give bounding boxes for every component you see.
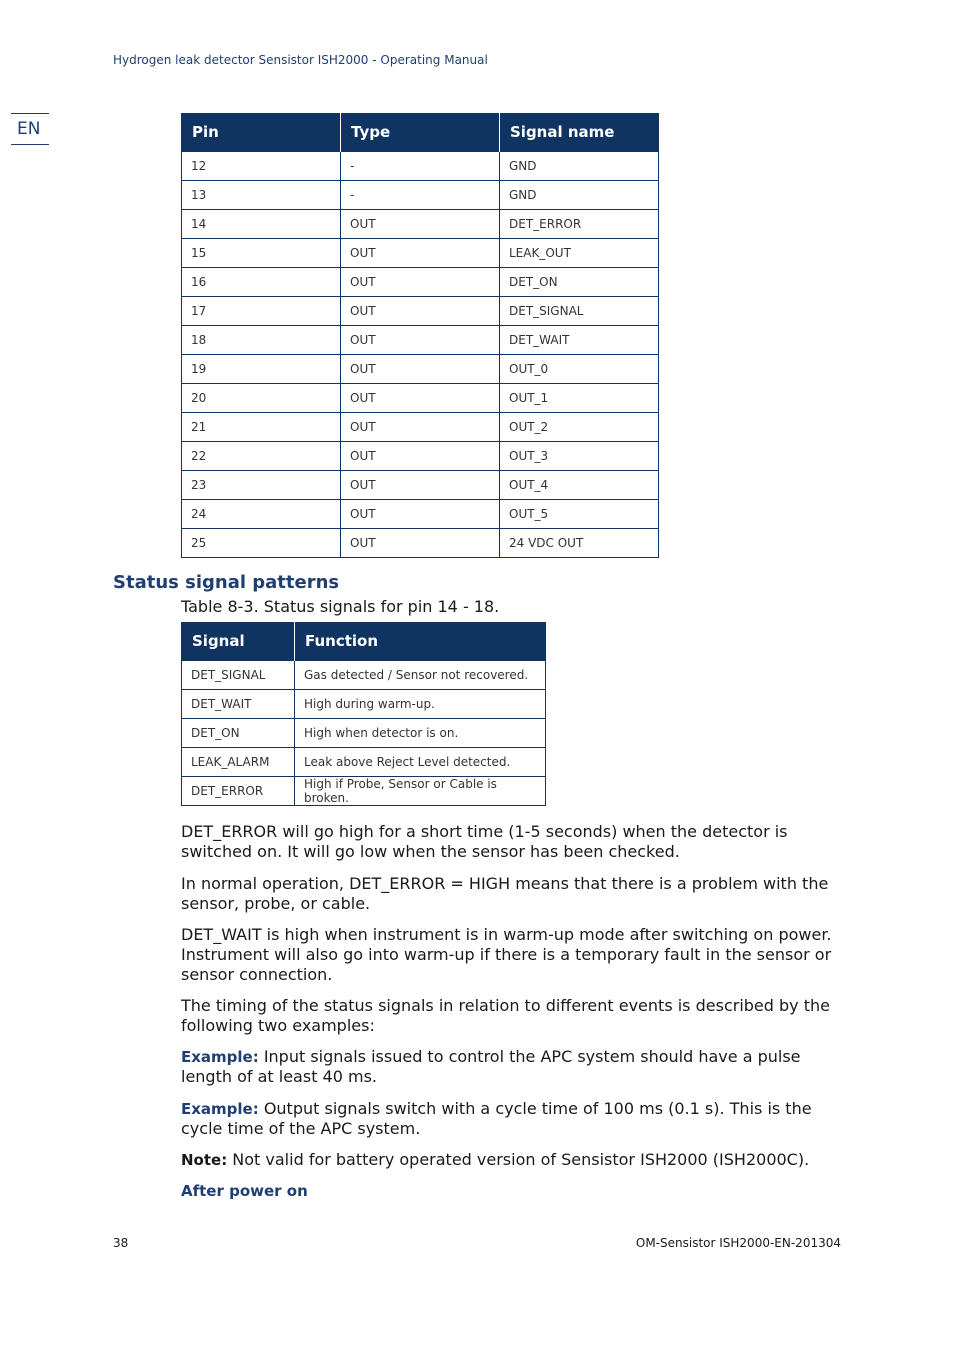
signal-name-cell: OUT_1 [500, 384, 659, 413]
signal-name-cell: DET_SIGNAL [500, 297, 659, 326]
type-cell: OUT [341, 442, 500, 471]
type-cell: OUT [341, 500, 500, 529]
table-row [182, 500, 659, 529]
paragraph-det-error: DET_ERROR will go high for a short time (1-5 seconds) when the detector is switched on. It will go low when the sensor has been checked. [181, 822, 788, 861]
column-header-signal: Signal [182, 622, 295, 661]
table-row [182, 152, 659, 181]
signal-name-cell: LEAK_OUT [500, 239, 659, 268]
example-input-signals [181, 1047, 846, 1087]
signal-name-cell: DET_ERROR [500, 210, 659, 239]
status-table [181, 622, 546, 806]
pin-cell: 23 [182, 471, 341, 500]
signal-name-cell: OUT_5 [500, 500, 659, 529]
function-cell: High if Probe, Sensor or Cable is broken. [295, 777, 546, 806]
table-row [182, 413, 659, 442]
type-cell: OUT [341, 529, 500, 558]
pin-cell: 16 [182, 268, 341, 297]
table-row [182, 181, 659, 210]
table-row [182, 210, 659, 239]
pin-cell: 13 [182, 181, 341, 210]
pin-cell: 25 [182, 529, 341, 558]
paragraph-normal-operation: In normal operation, DET_ERROR = HIGH means that there is a problem with the sensor, probe, or cable. [181, 874, 829, 913]
language-tab: EN [11, 113, 49, 145]
signal-cell: DET_ERROR [182, 777, 295, 806]
column-header-type: Type [341, 113, 500, 152]
type-cell: OUT [341, 268, 500, 297]
page-number: 38 [113, 1236, 129, 1250]
table-row [182, 326, 659, 355]
column-header-function: Function [295, 622, 546, 661]
paragraph-det-wait: DET_WAIT is high when instrument is in warm-up mode after switching on power. Instrument will also go into warm-up if there is a temporary fault in the sensor or sensor connection. [181, 925, 832, 984]
pin-cell: 19 [182, 355, 341, 384]
example-text: Output signals switch with a cycle time of 100 ms (0.1 s). This is the cycle time of the APC system. [181, 1099, 812, 1138]
pin-cell: 21 [182, 413, 341, 442]
note-text: Not valid for battery operated version of Sensistor ISH2000 (ISH2000C). [227, 1150, 810, 1169]
table-row [182, 442, 659, 471]
table-row [182, 297, 659, 326]
signal-cell: DET_ON [182, 719, 295, 748]
note-paragraph [181, 1150, 846, 1170]
table-row [182, 268, 659, 297]
type-cell: OUT [341, 239, 500, 268]
type-cell: OUT [341, 210, 500, 239]
table-row [182, 719, 546, 748]
type-cell: OUT [341, 326, 500, 355]
subheading-after-power-on: After power on [181, 1182, 308, 1200]
table-row [182, 690, 546, 719]
example-output-signals [181, 1099, 846, 1139]
pin-table [181, 113, 659, 558]
type-cell: - [341, 152, 500, 181]
table-row [182, 384, 659, 413]
pin-table-header-row [182, 113, 659, 152]
table-row [182, 471, 659, 500]
pin-cell: 15 [182, 239, 341, 268]
table-caption: Table 8-3. Status signals for pin 14 - 18. [181, 597, 500, 616]
signal-cell: DET_SIGNAL [182, 661, 295, 690]
type-cell: OUT [341, 297, 500, 326]
function-cell: Leak above Reject Level detected. [295, 748, 546, 777]
pin-cell: 22 [182, 442, 341, 471]
example-text: Input signals issued to control the APC system should have a pulse length of at least 40 ms. [181, 1047, 801, 1086]
note-label: Note: [181, 1151, 228, 1169]
signal-name-cell: OUT_4 [500, 471, 659, 500]
pin-cell: 14 [182, 210, 341, 239]
signal-name-cell: GND [500, 152, 659, 181]
pin-cell: 12 [182, 152, 341, 181]
signal-name-cell: GND [500, 181, 659, 210]
signal-cell: LEAK_ALARM [182, 748, 295, 777]
column-header-signal-name: Signal name [500, 113, 659, 152]
signal-name-cell: OUT_0 [500, 355, 659, 384]
signal-name-cell: DET_ON [500, 268, 659, 297]
table-row [182, 777, 546, 806]
type-cell: OUT [341, 413, 500, 442]
type-cell: OUT [341, 355, 500, 384]
pin-cell: 18 [182, 326, 341, 355]
pin-cell: 20 [182, 384, 341, 413]
column-header-pin: Pin [182, 113, 341, 152]
signal-cell: DET_WAIT [182, 690, 295, 719]
status-table-header-row [182, 622, 546, 661]
signal-name-cell: 24 VDC OUT [500, 529, 659, 558]
pin-cell: 24 [182, 500, 341, 529]
signal-name-cell: OUT_2 [500, 413, 659, 442]
function-cell: High during warm-up. [295, 690, 546, 719]
document-id: OM-Sensistor ISH2000-EN-201304 [635, 1236, 841, 1250]
pin-cell: 17 [182, 297, 341, 326]
type-cell: OUT [341, 384, 500, 413]
table-row [182, 239, 659, 268]
running-header: Hydrogen leak detector Sensistor ISH2000 - Operating Manual [113, 53, 488, 67]
table-row [182, 748, 546, 777]
signal-name-cell: OUT_3 [500, 442, 659, 471]
type-cell: OUT [341, 471, 500, 500]
example-label: Example: [181, 1048, 259, 1066]
table-row [182, 529, 659, 558]
function-cell: Gas detected / Sensor not recovered. [295, 661, 546, 690]
function-cell: High when detector is on. [295, 719, 546, 748]
table-row [182, 355, 659, 384]
example-label: Example: [181, 1100, 259, 1118]
table-row [182, 661, 546, 690]
paragraph-timing: The timing of the status signals in relation to different events is described by the following two examples: [181, 996, 830, 1035]
section-title: Status signal patterns [113, 572, 340, 593]
type-cell: - [341, 181, 500, 210]
signal-name-cell: DET_WAIT [500, 326, 659, 355]
